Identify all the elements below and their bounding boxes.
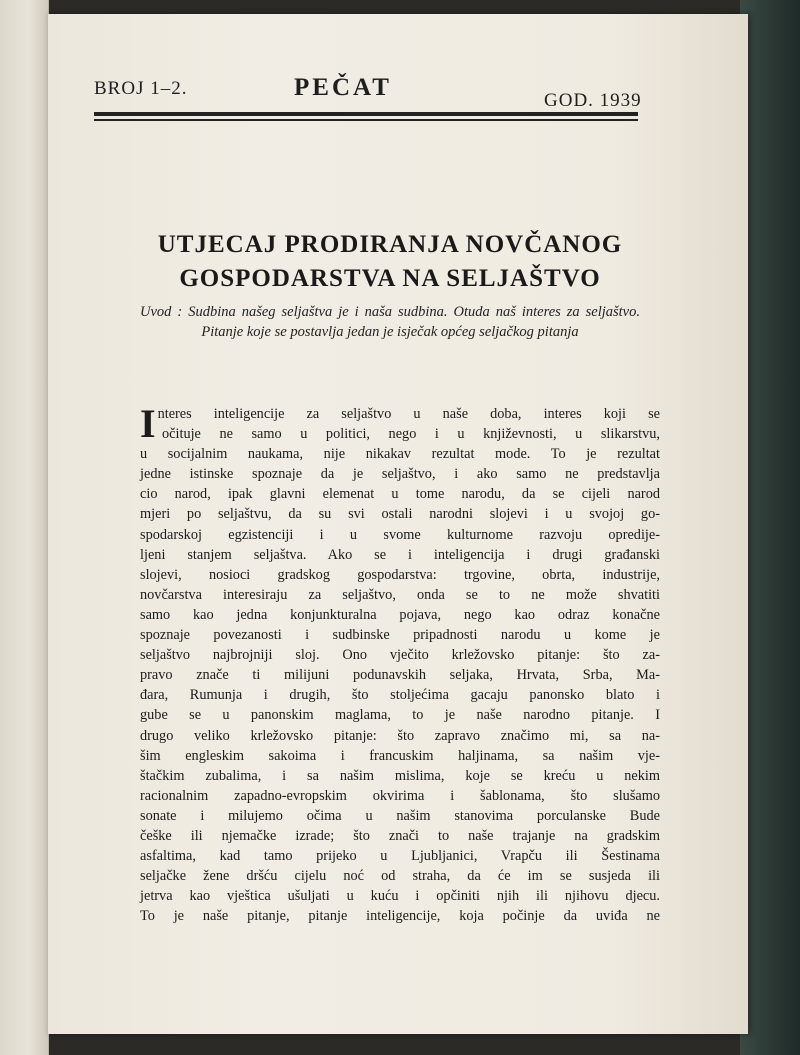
book-binding-right xyxy=(740,0,800,1055)
body-line: pravo znače ti milijuni podunavskih seljaka, Hrvata, Srba, Ma- xyxy=(140,667,660,684)
body-line: štačkim zubalima, i sa našim mislima, koje se kreću u nekim xyxy=(140,767,660,784)
article-intro xyxy=(140,302,640,342)
body-line: u socijalnim naukama, nije nikakav rezultat mode. To je rezultat xyxy=(140,446,660,463)
body-line: jetrva kao vještica ušuljati u kuću i opčiniti njih ili njihovu djecu. xyxy=(140,888,660,905)
body-line: novčarstva interesiraju za seljaštvo, onda se to ne može shvatiti xyxy=(140,586,660,603)
body-line: slojevi, nosioci gradskog gospodarstva: trgovine, obrta, industrije, xyxy=(140,566,660,583)
body-line: spodarskoj egzistenciji i u svome kulturnome razvoju opredije- xyxy=(140,526,660,543)
body-line: ljeni stanjem seljaštva. Ako se i inteligencija i drugi građanski xyxy=(140,546,660,563)
body-line: samo kao jedna konjunkturalna pojava, nego kao odraz konačne xyxy=(140,606,660,623)
intro-label: Uvod : xyxy=(140,304,183,320)
header-rule-thick xyxy=(94,112,638,116)
body-line: spoznaje povezanosti i sudbinske pripadnosti narodu u kome je xyxy=(140,627,660,644)
body-line: nteres inteligencije za seljaštvo u naše doba, interes koji se xyxy=(157,406,660,422)
body-line: očituje ne samo u politici, nego i u književnosti, u slikarstvu, xyxy=(162,426,660,443)
journal-title: PEČAT xyxy=(294,74,392,101)
header-rule-thin xyxy=(94,119,638,121)
body-line: češke ili njemačke izrade; što znači to naše trajanje na gradskim xyxy=(140,827,660,844)
body-line: jedne istinske spoznaje da je seljaštvo, i ako samo ne predstavlja xyxy=(140,466,660,483)
publication-year: GOD. 1939 xyxy=(544,90,642,111)
book-spine-left xyxy=(0,0,49,1055)
issue-number: BROJ 1–2. xyxy=(94,78,188,99)
body-line: racionalnim zapadno-evropskim okvirima i šablonama, što slušamo xyxy=(140,787,660,804)
drop-cap: I xyxy=(140,401,156,446)
body-lines xyxy=(140,401,660,926)
article-title-line-1: UTJECAJ PRODIRANJA NOVČANOG xyxy=(157,231,623,258)
article-title xyxy=(100,228,680,296)
body-line: drugo veliko krležovsko pitanje: što zapravo značimo mi, sa na- xyxy=(140,727,660,744)
intro-text: Sudbina našeg seljaštva je i naša sudbina. Otuda naš interes za seljaštvo. Pitanje koje se postavlja jedan je isječak općeg seljačkog pitanja xyxy=(188,304,640,340)
body-line: seljačke žene dršću cijelu noć od straha, da će im se susjeda ili xyxy=(140,868,660,885)
body-line: mjeri po seljaštvu, da su svi ostali narodni slojevi i u svojoj go- xyxy=(140,506,660,523)
body-line: asfaltima, kad tamo prijeko u Ljubljanici, Vrapču ili Šestinama xyxy=(140,848,660,865)
body-line: To je naše pitanje, pitanje inteligencije, koja počinje da uviđa ne xyxy=(140,908,660,925)
article-body xyxy=(140,401,660,926)
body-line: cio narod, ipak glavni elemenat u tome narodu, da se cijeli narod xyxy=(140,486,660,503)
body-line: sonate i milujemo očima u našim stanovima porculanske Bude xyxy=(140,807,660,824)
body-line: šim engleskim sakoima i francuskim haljinama, sa našim vje- xyxy=(140,747,660,764)
body-line: seljaštvo najbrojniji sloj. Ono vječito krležovsko pitanje: što za- xyxy=(140,647,660,664)
article-title-line-2: GOSPODARSTVA NA SELJAŠTVO xyxy=(179,265,601,292)
body-line: đara, Rumunja i drugih, što stoljećima gacaju panonsko blato i xyxy=(140,687,660,704)
body-line: gube se u panonskim maglama, to je naše narodno pitanje. I xyxy=(140,707,660,724)
page-header xyxy=(94,74,654,124)
